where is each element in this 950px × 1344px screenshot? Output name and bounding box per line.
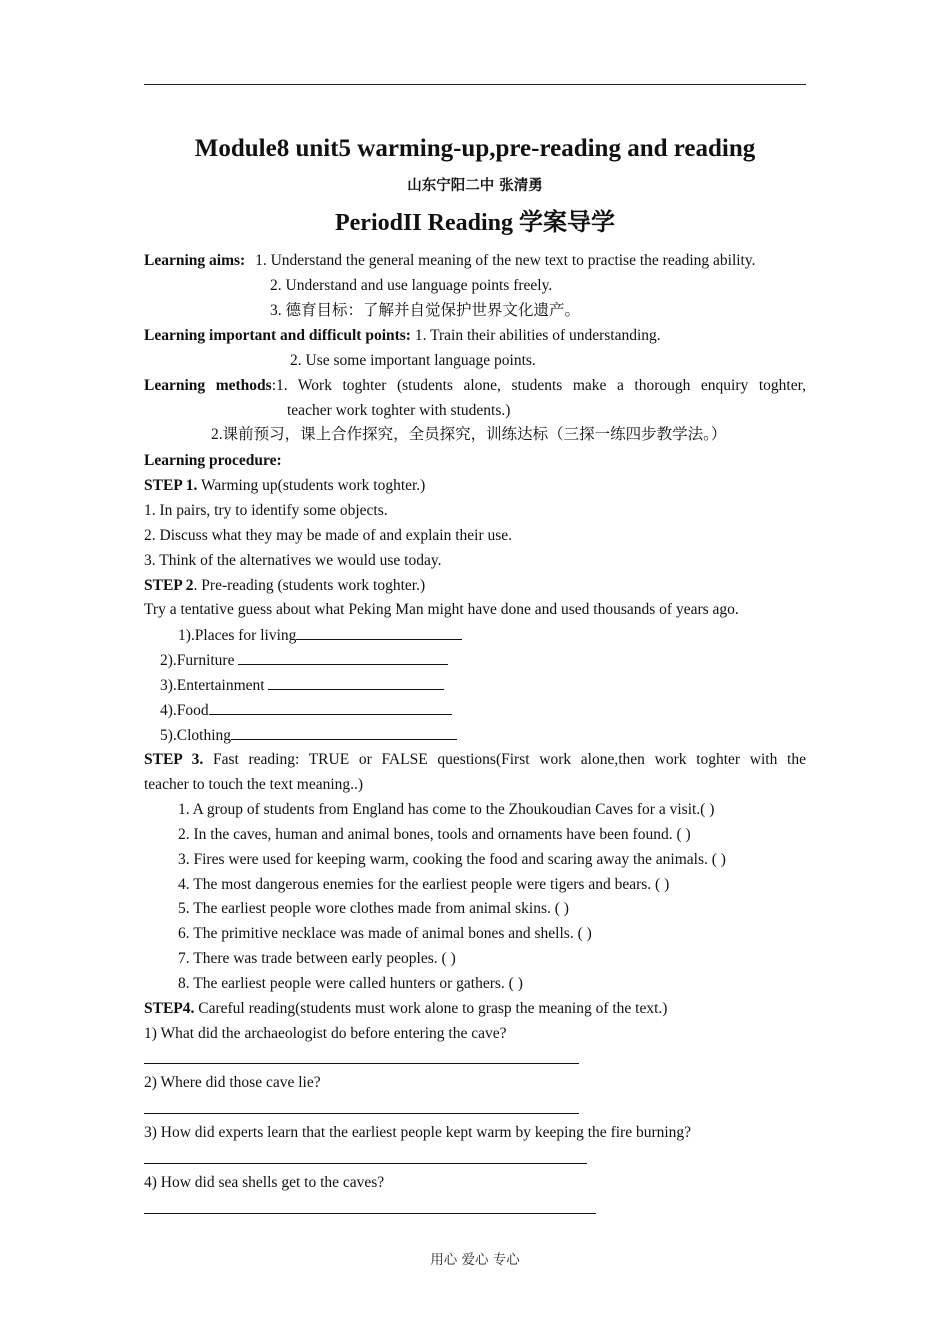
learning-aim-item: 1. Understand the general meaning of the new text to practise the reading ability. [255,252,756,269]
step2-heading [144,576,806,596]
learning-methods-line-1 [144,376,806,396]
step2-item [160,700,760,721]
answer-line[interactable] [144,1163,587,1164]
learning-aims-label: Learning aims: [144,252,246,269]
step4-heading [144,999,806,1019]
document-subtitle: PeriodII Reading 学案导学 [334,210,615,236]
step3-heading [144,750,806,770]
step1-heading [144,476,806,496]
answer-line[interactable] [144,1063,579,1064]
answer-line[interactable] [144,1113,579,1114]
answer-blank[interactable] [296,625,462,640]
learning-aims-line-1 [144,251,806,271]
true-false-question: 2. In the caves, human and animal bones, tools and ornaments have been found. ( ) [178,826,691,843]
answer-blank[interactable] [268,675,444,690]
step2-item [160,650,760,671]
true-false-question: 5. The earliest people wore clothes made from animal skins. ( ) [178,900,569,917]
step2-item-label: 4).Food [160,702,209,719]
learning-methods-label: Learning methods [144,377,272,394]
careful-reading-question: 2) Where did those cave lie? [144,1074,321,1091]
answer-blank[interactable] [209,700,452,715]
learning-aim-item: 3. 德育目标：了解并自觉保护世界文化遗产。 [270,302,581,319]
document-title: Module8 unit5 warming-up,pre-reading and reading [194,135,756,162]
step1-item: 2. Discuss what they may be made of and explain their use. [144,527,513,544]
important-point-item: 1. Train their abilities of understanding. [414,327,661,344]
step2-item-label: 1).Places for living [178,627,297,644]
answer-line[interactable] [144,1213,596,1214]
step4-label: STEP4. [144,1000,195,1017]
answer-blank[interactable] [238,650,448,665]
learning-method-item: 2.课前预习，课上合作探究，全员探究，训练达标（三探一练四步教学法。） [211,426,727,443]
step2-item [160,675,760,696]
procedure-label: Learning procedure: [144,452,282,469]
step2-item-label: 3).Entertainment [160,677,269,694]
true-false-question: 8. The earliest people were called hunters or gathers. ( ) [178,975,523,992]
step2-intro: Try a tentative guess about what Peking Man might have done and used thousands of years ago. [144,601,739,618]
careful-reading-question: 1) What did the archaeologist do before entering the cave? [144,1025,507,1042]
step4-text: Careful reading(students must work alone to grasp the meaning of the text.) [194,1000,668,1017]
careful-reading-question: 4) How did sea shells get to the caves? [144,1174,385,1191]
step2-text: . Pre-reading (students work toghter.) [193,577,426,594]
true-false-question: 1. A group of students from England has come to the Zhoukoudian Caves for a visit.( ) [178,801,715,818]
careful-reading-question: 3) How did experts learn that the earliest people kept warm by keeping the fire burning? [144,1124,692,1141]
step2-item [178,625,778,646]
step1-label: STEP 1. [144,477,198,494]
true-false-question: 6. The primitive necklace was made of animal bones and shells. ( ) [178,925,592,942]
author-line: 山东宁阳二中 张清勇 [407,178,543,194]
step1-item: 1. In pairs, try to identify some objects. [144,502,388,519]
answer-blank[interactable] [231,725,457,740]
true-false-question: 7. There was trade between early peoples. ( ) [178,950,456,967]
important-points-line-1 [144,326,806,346]
step3-text-continuation: teacher to touch the text meaning..) [144,776,364,793]
true-false-question: 3. Fires were used for keeping warm, cooking the food and scaring away the animals. ( ) [178,851,726,868]
step2-item-label: 2).Furniture [160,652,239,669]
step2-item-label: 5).Clothing [160,727,232,744]
header-rule [144,84,806,85]
page-footer: 用心 爱心 专心 [430,1252,520,1268]
step2-label: STEP 2 [144,577,194,594]
step2-item [160,725,760,746]
important-point-item: 2. Use some important language points. [290,352,536,369]
step3-text: Fast reading: TRUE or FALSE questions(First work alone,then work toghter with the [203,751,806,768]
learning-method-item: :1. Work toghter (students alone, students make a thorough enquiry toghter, [271,377,806,394]
learning-method-continuation: teacher work toghter with students.) [287,402,511,419]
true-false-question: 4. The most dangerous enemies for the earliest people were tigers and bears. ( ) [178,876,670,893]
step1-text: Warming up(students work toghter.) [197,477,426,494]
important-points-label: Learning important and difficult points: [144,327,411,344]
step1-item: 3. Think of the alternatives we would use today. [144,552,442,569]
step3-label: STEP 3. [144,751,204,768]
learning-aim-item: 2. Understand and use language points freely. [270,277,553,294]
